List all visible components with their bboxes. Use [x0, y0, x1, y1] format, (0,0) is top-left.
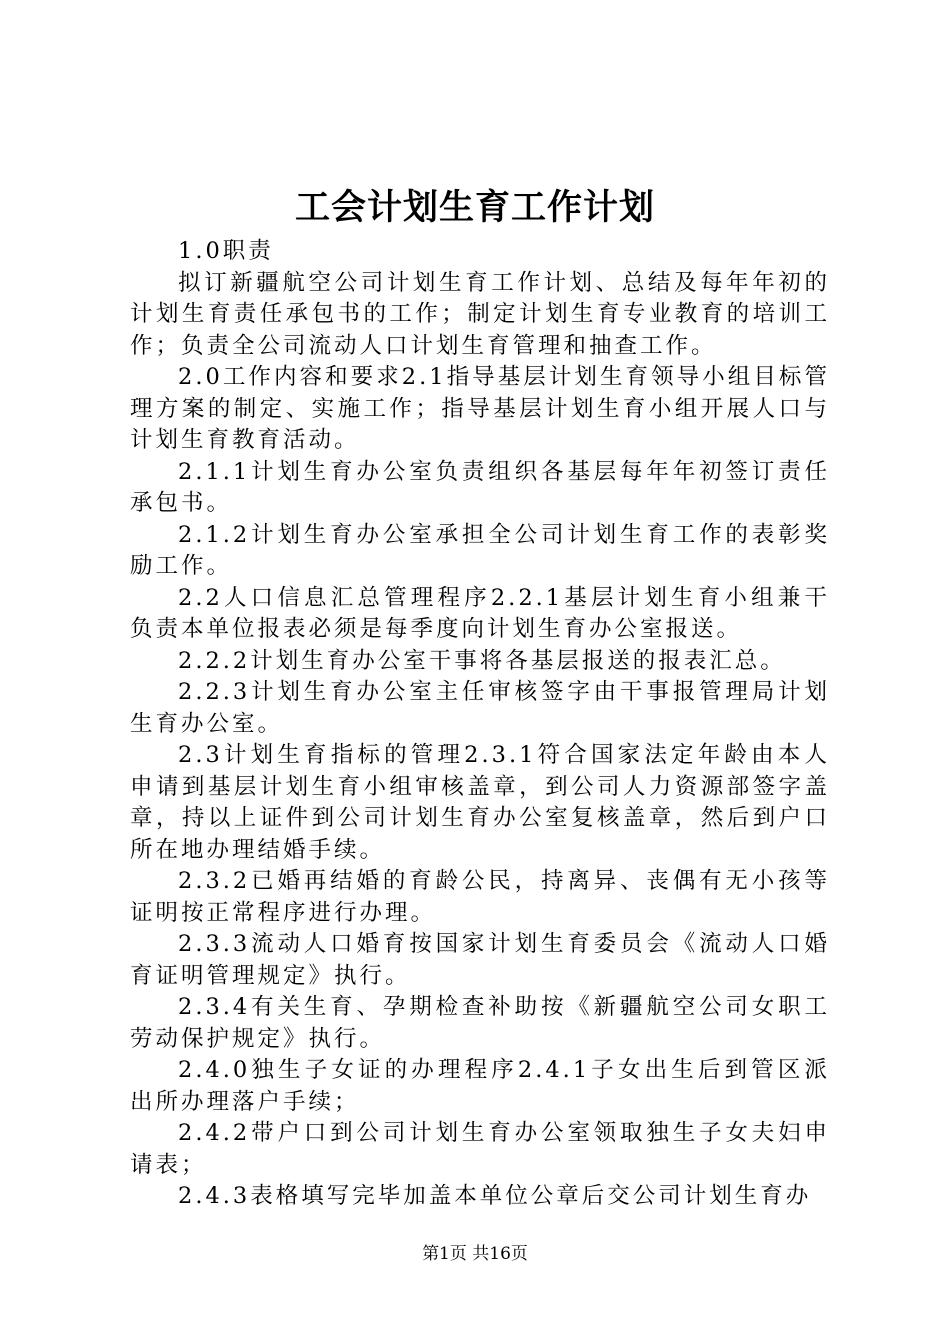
paragraph-6: 2.2人口信息汇总管理程序2.2.1基层计划生育小组兼干负责本单位报表必须是每季度向计划生育办公室报送。 [130, 584, 830, 642]
paragraph-3: 2.0工作内容和要求2.1指导基层计划生育领导小组目标管理方案的制定、实施工作；指导基层计划生育小组开展人口与计划生育教育活动。 [130, 364, 830, 453]
document-body [130, 236, 830, 1213]
paragraph-7: 2.2.2计划生育办公室干事将各基层报送的报表汇总。 [178, 647, 786, 674]
paragraph-13: 2.4.0独生子女证的办理程序2.4.1子女出生后到管区派出所办理落户手续； [130, 1057, 830, 1115]
paragraph-5: 2.1.2计划生育办公室承担全公司计划生育工作的表彰奖励工作。 [130, 521, 830, 579]
paragraph-8: 2.2.3计划生育办公室主任审核签字由干事报管理局计划生育办公室。 [130, 679, 830, 737]
paragraph-11: 2.3.3流动人口婚育按国家计划生育委员会《流动人口婚育证明管理规定》执行。 [130, 931, 830, 989]
page-title: 工会计划生育工作计划 [294, 187, 655, 228]
paragraph-1: 1.0职责 [178, 238, 274, 264]
page-footer: 第1页 共16页 [422, 1244, 528, 1264]
paragraph-2: 拟订新疆航空公司计划生育工作计划、总结及每年年初的计划生育责任承包书的工作；制定计划生育专业教育的培训工作；负责全公司流动人口计划生育管理和抽查工作。 [130, 269, 830, 359]
paragraph-10: 2.3.2已婚再结婚的育龄公民，持离异、丧偶有无小孩等证明按正常程序进行办理。 [130, 868, 830, 926]
paragraph-15: 2.4.3表格填写完毕加盖本单位公章后交公司计划生育办 [178, 1183, 812, 1209]
paragraph-9: 2.3计划生育指标的管理2.3.1符合国家法定年龄由本人申请到基层计划生育小组审核盖章，到公司人力资源部签字盖章，持以上证件到公司计划生育办公室复核盖章，然后到户口所在地办理结婚手续。 [130, 742, 830, 863]
paragraph-4: 2.1.1计划生育办公室负责组织各基层每年年初签订责任承包书。 [130, 458, 830, 516]
paragraph-14: 2.4.2带户口到公司计划生育办公室领取独生子女夫妇申请表； [130, 1120, 830, 1178]
paragraph-12: 2.3.4有关生育、孕期检查补助按《新疆航空公司女职工劳动保护规定》执行。 [130, 994, 830, 1052]
